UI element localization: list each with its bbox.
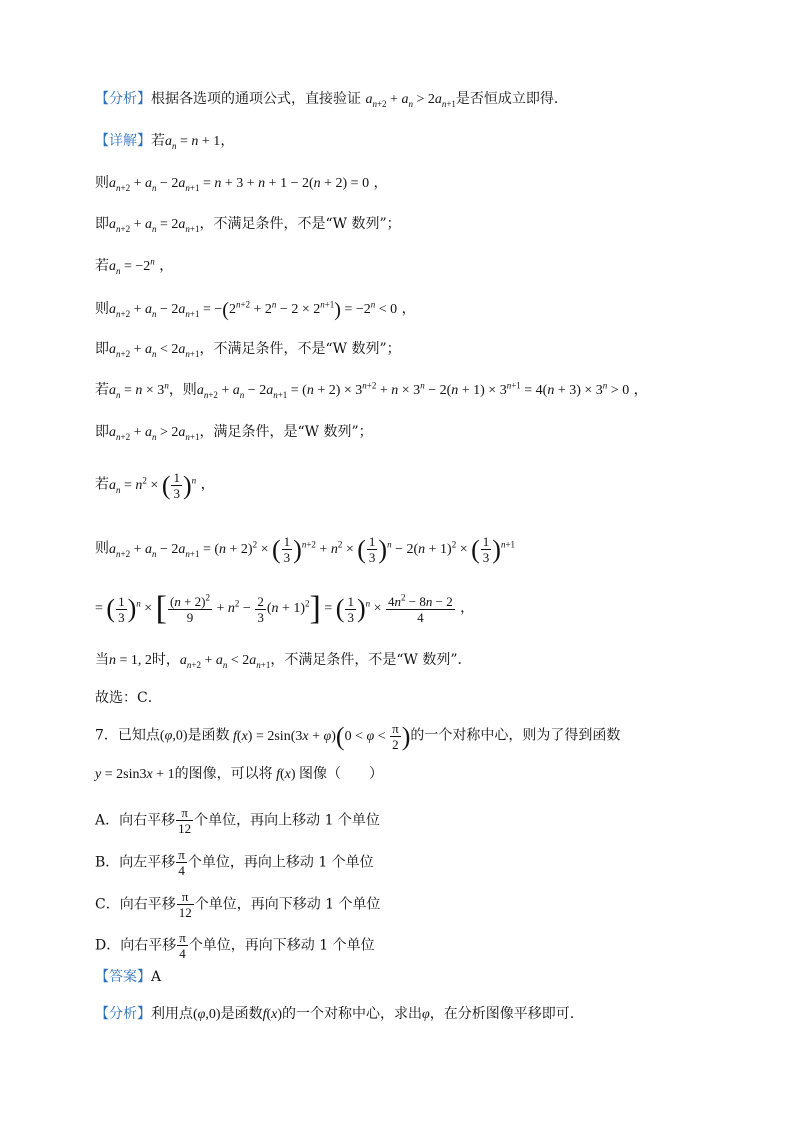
formula-case2-less: $a_{n+2} + a_n < 2a_{n+1}$ bbox=[109, 342, 200, 359]
text-if: 若 bbox=[95, 476, 109, 493]
text-if: 若 bbox=[95, 258, 109, 274]
stem-part: 的一个对称中心，则为了得到函数 bbox=[410, 727, 621, 744]
case1-tail: ，不满足条件，不是“W 数列”； bbox=[199, 216, 401, 232]
formula-n-values: n = 1, 2 bbox=[109, 653, 152, 668]
analysis-part: 利用点 bbox=[151, 1006, 193, 1022]
choice-text: 故选：C． bbox=[95, 690, 162, 706]
formula-an-n-3n: $a_n = n \times 3^n$ bbox=[109, 380, 169, 400]
formula-case3: $a_{n+2} + a_n - 2a_{n+1} = (n + 2) \times 3^{n+2} + n \times 3^n - 2(n + 1) \times 3^{n+1} = 4(n + 3) \times 3^n > 0$ bbox=[196, 380, 630, 400]
option-letter: A． bbox=[95, 812, 120, 829]
formula-phi: φ bbox=[422, 1007, 430, 1022]
analysis-text: 根据各选项的通项公式，直接验证 bbox=[151, 91, 361, 107]
text-if: 若 bbox=[95, 382, 109, 398]
formula-inequality: $a_{n+2} + a_n > 2a_{n+1}$ bbox=[365, 92, 456, 109]
analysis-part: ，在分析图像平移即可. bbox=[429, 1006, 575, 1022]
formula-an-neg-2n: $a_n = -2^n$ bbox=[109, 256, 155, 276]
option-post: 个单位，再向上移动 1 个单位 bbox=[187, 854, 374, 871]
stem-part: 是函数 bbox=[187, 727, 230, 744]
analysis-q7-line bbox=[95, 1004, 574, 1025]
stem-part: 已知点 bbox=[117, 727, 160, 744]
text-when: 当 bbox=[95, 652, 109, 668]
case3-conclusion-line bbox=[95, 422, 373, 443]
case3-line: 若$a_n = n \times 3^n$，则$a_{n+2} + a_n - 2a_{n+1} = (n + 2) \times 3^{n+2} + n \times 3^n - 2(n + 1) \times 3^{n+1} = 4(n + 3) \times 3^n > 0$ ， bbox=[95, 380, 648, 400]
text-then: 则 bbox=[95, 540, 109, 557]
formula-point-phi: (φ,0) bbox=[193, 1007, 221, 1022]
analysis-part: 是函数 bbox=[220, 1006, 263, 1022]
detail-tag: 【详解】 bbox=[95, 133, 151, 149]
text-then: 则 bbox=[95, 175, 109, 191]
case1-compute-line: 则$a_{n+2} + a_n - 2a_{n+1} = n + 3 + n + 1 - 2(n + 2) = 0$ ， bbox=[95, 175, 388, 193]
option-pre: 向右平移 bbox=[119, 896, 176, 913]
option-pre: 向左平移 bbox=[119, 854, 176, 871]
text-when-mid: 时， bbox=[151, 652, 180, 668]
formula-f-x: f(x) bbox=[276, 767, 300, 782]
formula-point-phi: (φ,0) bbox=[159, 728, 188, 744]
option-letter: C． bbox=[95, 896, 120, 913]
case1-conclusion-line bbox=[95, 214, 401, 235]
question-7-stem bbox=[95, 721, 620, 752]
option-c bbox=[95, 889, 381, 920]
question-7-stem-2 bbox=[95, 764, 383, 785]
case4-simplify-line: = ( $\frac{1}{3}$ )$^n$ × [ $\frac{(n + 2)^2}{9}$ + $n^2$ − $\frac{2}{3}$ $(n + 1)^2$] = ( $\frac{1}{3}$ )$^n$ × $\frac{4n^2 - 8n - 2}{4}$ ， bbox=[95, 590, 475, 627]
text-then: 则 bbox=[95, 301, 109, 318]
analysis-tag: 【分析】 bbox=[95, 91, 151, 107]
option-letter: B． bbox=[95, 854, 120, 871]
case2-line: 若$a_n = -2^n$ ， bbox=[95, 256, 174, 276]
formula-target-function: y = 2sin3x + 1 bbox=[95, 767, 175, 782]
text-then-mid: ，则 bbox=[168, 382, 197, 398]
option-fraction: $\frac{\pi}{12}$ bbox=[178, 889, 192, 920]
stem-part: 的图像，可以将 bbox=[174, 766, 273, 782]
analysis-line-1 bbox=[95, 89, 568, 110]
option-a bbox=[95, 805, 380, 836]
question-number: 7． bbox=[95, 727, 118, 744]
formula-case1-equal: $a_{n+2} + a_n = 2a_{n+1}$ bbox=[109, 217, 200, 234]
text-ie: 即 bbox=[95, 216, 109, 232]
case4-tail: ，不满足条件，不是“W 数列”． bbox=[270, 652, 472, 668]
formula-case4-simplified: = ( $\frac{1}{3}$ )$^n$ × [ $\frac{(n + 2)^2}{9}$ + $n^2$ − $\frac{2}{3}$ $(n + 1)^2$] = ( $\frac{1}{3}$ )$^n$ × $\frac{4n^2 - 8n - 2}{4}$ bbox=[95, 590, 453, 627]
answer-line bbox=[95, 967, 161, 987]
formula-case4: $a_{n+2} + a_n - 2a_{n+1} = (n + 2)^2$ × ( $\frac{1}{3}$ )$^{n+2} + n^2$ × ( $\frac{1}{3}$ )$^n - 2(n + 1)^2$ × ( $\frac{1}{3}$ )$^{n+1}$ bbox=[109, 534, 516, 565]
option-post: 个单位，再向下移动 1 个单位 bbox=[188, 937, 375, 954]
option-post: 个单位，再向下移动 1 个单位 bbox=[194, 896, 381, 913]
option-pre: 向右平移 bbox=[120, 937, 177, 954]
answer-value: A bbox=[151, 969, 162, 985]
option-fraction: $\frac{\pi}{4}$ bbox=[178, 847, 185, 878]
formula-an-n2-third: $a_n = n^2$ × ( $\frac{1}{3}$ )$^n$ bbox=[109, 470, 197, 501]
analysis-tail: 是否恒成立即得． bbox=[455, 91, 568, 107]
option-post: 个单位，再向上移动 1 个单位 bbox=[194, 812, 380, 829]
detail-line: 【详解】若$a_n = n + 1$， bbox=[95, 133, 235, 151]
option-b bbox=[95, 847, 374, 878]
option-d bbox=[95, 930, 375, 961]
formula-an-n-plus-1: $a_n = n + 1$ bbox=[165, 134, 221, 151]
formula-case4-less: $a_{n+2} + a_n < 2a_{n+1}$ bbox=[179, 653, 271, 670]
case2-tail: ，不满足条件，不是“W 数列”； bbox=[199, 341, 401, 357]
formula-case1: $a_{n+2} + a_n - 2a_{n+1} = n + 3 + n + 1 - 2(n + 2) = 0$ bbox=[109, 176, 370, 193]
formula-case2: $a_{n+2} + a_n - 2a_{n+1} = -(2^{n+2} + 2^n - 2 \times 2^{n+1}) = -2^n < 0$ bbox=[109, 299, 398, 321]
analysis-part: 的一个对称中心，求出 bbox=[282, 1006, 423, 1022]
text-ie: 即 bbox=[95, 424, 109, 440]
case4-compute-line bbox=[95, 534, 515, 565]
option-fraction: $\frac{\pi}{4}$ bbox=[179, 930, 186, 961]
text-if: 若 bbox=[151, 133, 165, 149]
formula-case3-greater: $a_{n+2} + a_n > 2a_{n+1}$ bbox=[109, 425, 200, 442]
text-ie: 即 bbox=[95, 341, 109, 357]
formula-f-x: f(x) bbox=[262, 1007, 283, 1022]
option-letter: D． bbox=[95, 937, 121, 954]
option-fraction: $\frac{\pi}{12}$ bbox=[178, 805, 192, 836]
answer-tag: 【答案】 bbox=[95, 969, 151, 985]
case4-conclusion-line bbox=[95, 650, 472, 671]
case2-compute-line: 则$a_{n+2} + a_n - 2a_{n+1} = -(2^{n+2} + 2^n - 2 \times 2^{n+1}) = -2^n < 0$ ， bbox=[95, 299, 416, 321]
choice-line bbox=[95, 688, 162, 708]
formula-function-f: f(x) = 2sin(3x + φ)(0 < φ < $\frac{\pi}{2}$ ) bbox=[233, 721, 411, 752]
case4-line: 若$a_n = n^2$ × ( $\frac{1}{3}$ )$^n$ ， bbox=[95, 470, 215, 501]
stem-part: 图像（ ） bbox=[299, 766, 384, 782]
case3-tail: ，满足条件，是“W 数列”； bbox=[199, 424, 373, 440]
analysis-tag: 【分析】 bbox=[95, 1006, 151, 1022]
case2-conclusion-line bbox=[95, 339, 401, 360]
option-pre: 向右平移 bbox=[119, 812, 176, 829]
